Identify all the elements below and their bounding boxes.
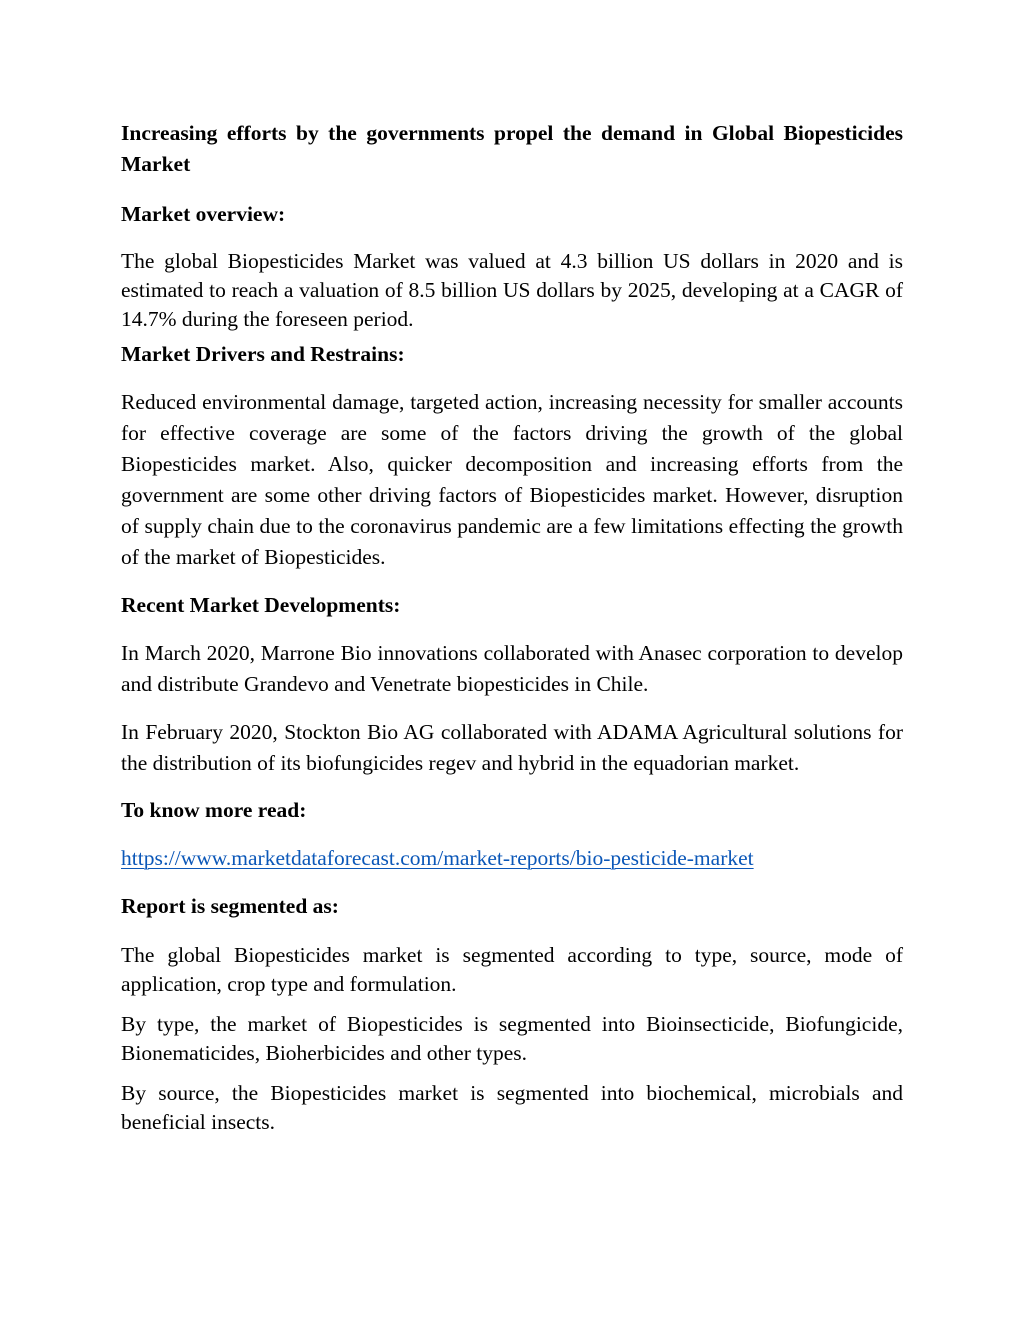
read-more-link-line: [121, 843, 903, 874]
segmentation-paragraph-2: By type, the market of Biopesticides is segmented into Bioinsecticide, Biofungicide, Bionematicides, Bioherbicides and other types.: [121, 1012, 903, 1065]
market-drivers-paragraph: Reduced environmental damage, targeted action, increasing necessity for smaller accounts for effective coverage are some of the factors driving the growth of the global Biopesticides market. Also, quicker decomposition and increasing efforts from the government are some other driving factors of Biopesticides market. However, disruption of supply chain due to the coronavirus pandemic are a few limitations effecting the growth of the market of Biopesticides.: [121, 390, 903, 569]
segmentation-paragraph-1: The global Biopesticides market is segmented according to type, source, mode of application, crop type and formulation.: [121, 943, 903, 996]
segmentation-paragraph-3: By source, the Biopesticides market is segmented into biochemical, microbials and beneficial insects.: [121, 1081, 903, 1134]
recent-developments-paragraph-1: In March 2020, Marrone Bio innovations collaborated with Anasec corporation to develop and distribute Grandevo and Venetrate biopesticides in Chile.: [121, 641, 903, 696]
market-overview-heading: Market overview:: [121, 202, 286, 226]
document-page: [121, 118, 903, 1137]
recent-developments-paragraph-2: In February 2020, Stockton Bio AG collaborated with ADAMA Agricultural solutions for the distribution of its biofungicides regev and hybrid in the equadorian market.: [121, 720, 903, 775]
market-drivers-heading: Market Drivers and Restrains:: [121, 342, 405, 366]
market-overview-paragraph: The global Biopesticides Market was valued at 4.3 billion US dollars in 2020 and is estimated to reach a valuation of 8.5 billion US dollars by 2025, developing at a CAGR of 14.7% during the foreseen period.: [121, 249, 903, 331]
report-link[interactable]: https://www.marketdataforecast.com/market-reports/bio-pesticide-market: [121, 846, 754, 870]
read-more-heading: To know more read:: [121, 798, 307, 822]
recent-developments-heading: Recent Market Developments:: [121, 593, 401, 617]
document-title: Increasing efforts by the governments propel the demand in Global Biopesticides Market: [121, 121, 903, 176]
segmentation-heading: Report is segmented as:: [121, 894, 339, 918]
